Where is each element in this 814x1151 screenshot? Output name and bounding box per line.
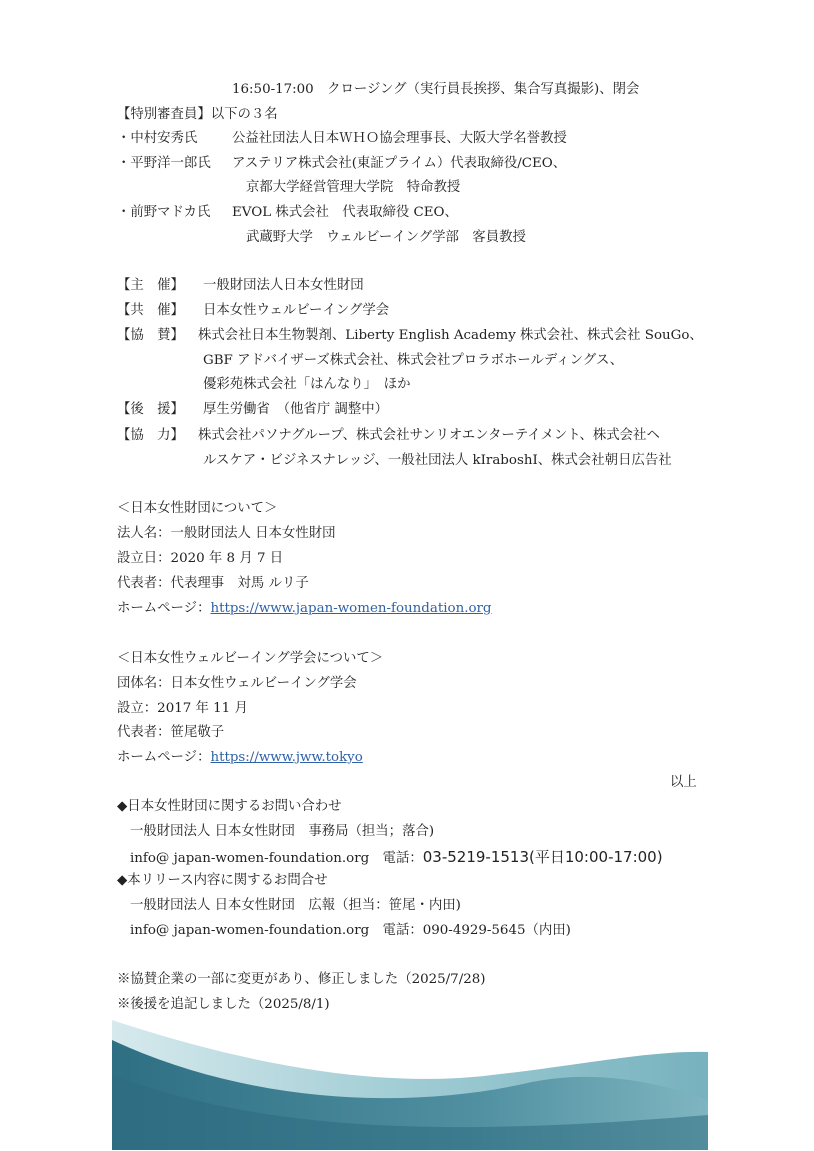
society-established: 設立：2017 年 11 月: [117, 701, 248, 716]
cohost-label: 【共 催】: [117, 303, 184, 318]
judge-name: ・平野洋一郎氏: [117, 156, 211, 171]
society-heading: ＜日本女性ウェルビーイング学会について＞: [117, 651, 384, 666]
contact-foundation-email-phone: [130, 848, 663, 868]
contact-foundation-office: 一般財団法人 日本女性財団 事務局（担当；落合): [130, 824, 435, 839]
cooperation-line: 株式会社パソナグループ、株式会社サンリオエンターテイメント、株式会社ヘ: [198, 428, 660, 443]
judges-heading: 【特別審査員】以下の３名: [117, 107, 278, 122]
judge-name: ・前野マドカ氏: [117, 205, 211, 220]
contact-release-email-phone: info@ japan-women-foundation.org 電話：090-4929-5645（内田): [130, 923, 571, 938]
sponsor-line: GBF アドバイザーズ株式会社、株式会社プロラボホールディングス、: [203, 353, 624, 368]
support-value: 厚生労働省 （他省庁 調整中）: [203, 402, 389, 417]
contact-phone: 03-5219-1513(平日10:00-17:00): [422, 848, 663, 866]
foundation-established: 設立日：2020 年 8 月 7 日: [117, 551, 284, 566]
foundation-name: 法人名：一般財団法人 日本女性財団: [117, 526, 336, 541]
sponsor-line: 優彩苑株式会社「はんなり」 ほか: [203, 377, 411, 392]
decorative-wave: [112, 1020, 708, 1150]
judge-description: EVOL 株式会社 代表取締役 CEO、: [232, 205, 458, 220]
cooperation-line: ルスケア・ビジネスナレッジ、一般社団法人 kIraboshI、株式会社朝日広告社: [203, 453, 672, 468]
cooperation-label: 【協 力】: [117, 428, 184, 443]
contact-email: info@ japan-women-foundation.org 電話：: [130, 851, 423, 866]
sponsor-label: 【協 賛】: [117, 328, 184, 343]
judge-description: 公益社団法人日本ＷＨＯ協会理事長、大阪大学名誉教授: [232, 131, 567, 146]
host-value: 一般財団法人日本女性財団: [203, 278, 364, 293]
foundation-homepage-link[interactable]: https://www.japan-women-foundation.org: [210, 601, 492, 616]
society-name: 団体名：日本女性ウェルビーイング学会: [117, 676, 357, 691]
end-mark: 以上: [670, 775, 697, 790]
society-homepage: [117, 749, 363, 767]
judge-description: 武蔵野大学 ウェルビーイング学部 客員教授: [246, 230, 526, 245]
judge-name: ・中村安秀氏: [117, 131, 198, 146]
contact-release-heading: ◆本リリース内容に関するお問合せ: [117, 873, 328, 888]
contact-foundation-heading: ◆日本女性財団に関するお問い合わせ: [117, 799, 342, 814]
society-representative: 代表者：笹尾敬子: [117, 725, 225, 740]
homepage-label: ホームページ：: [117, 750, 211, 765]
judge-description: アステリア株式会社(東証プライム）代表取締役/CEO、: [232, 156, 567, 171]
foundation-heading: ＜日本女性財団について＞: [117, 501, 278, 516]
homepage-label: ホームページ：: [117, 601, 211, 616]
foundation-representative: 代表者：代表理事 対馬 ルリ子: [117, 576, 309, 591]
cohost-value: 日本女性ウェルビーイング学会: [203, 303, 390, 318]
closing-line: 16:50-17:00 クロージング（実行員長挨拶、集合写真撮影)、閉会: [232, 82, 640, 97]
contact-release-office: 一般財団法人 日本女性財団 広報（担当：笹尾・内田): [130, 898, 461, 913]
revision-note: ※協賛企業の一部に変更があり、修正しました（2025/7/28): [117, 972, 486, 987]
support-label: 【後 援】: [117, 402, 184, 417]
revision-note: ※後援を追記しました（2025/8/1): [117, 997, 330, 1012]
host-label: 【主 催】: [117, 278, 184, 293]
judge-description: 京都大学経営管理大学院 特命教授: [246, 180, 461, 195]
foundation-homepage: [117, 600, 491, 618]
sponsor-line: 株式会社日本生物製剤、Liberty English Academy 株式会社、株式会社 SouGo、: [198, 328, 703, 343]
society-homepage-link[interactable]: https://www.jww.tokyo: [210, 750, 363, 765]
